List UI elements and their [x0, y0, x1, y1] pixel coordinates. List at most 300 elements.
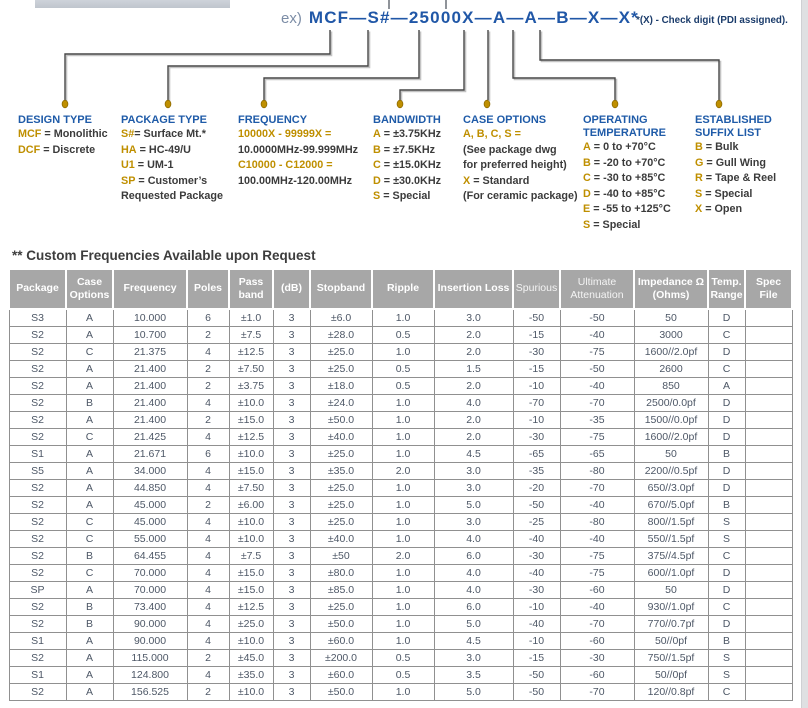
table-cell: D [708, 429, 745, 446]
table-cell: ±25.0 [310, 480, 372, 497]
table-cell: -80 [560, 514, 634, 531]
table-row [9, 667, 792, 684]
table-cell: 90.000 [113, 616, 187, 633]
table-cell: 4 [187, 531, 229, 548]
table-cell [745, 378, 792, 395]
table-cell: 4 [187, 633, 229, 650]
table-cell: D [708, 616, 745, 633]
table-cell [745, 497, 792, 514]
table-cell: 2 [187, 361, 229, 378]
table-cell: 21.400 [113, 361, 187, 378]
table-cell: C [66, 565, 113, 582]
diagram-code-line: G = Gull Wing [695, 156, 766, 169]
diagram-group-heading: CASE OPTIONS [463, 114, 547, 126]
table-cell: -40 [513, 565, 560, 582]
diagram-code-line: C = -30 to +85°C [583, 172, 666, 184]
table-cell: -40 [560, 599, 634, 616]
table-cell: 6.0 [434, 599, 513, 616]
table-cell: ±200.0 [310, 650, 372, 667]
table-cell: -15 [513, 327, 560, 344]
table-cell: 750//1.5pf [634, 650, 708, 667]
table-cell: 4.0 [434, 395, 513, 412]
table-cell: 3 [273, 582, 310, 599]
code-token: E [583, 203, 591, 215]
table-cell: A [66, 667, 113, 684]
table-cell: 3 [273, 378, 310, 395]
table-cell: 4 [187, 514, 229, 531]
table-cell [745, 667, 792, 684]
code-token: U1 [121, 159, 135, 171]
table-cell: 3.0 [434, 463, 513, 480]
diagram-group [121, 114, 223, 205]
table-row [9, 446, 792, 463]
table-cell: SP [9, 582, 66, 599]
table-row [9, 327, 792, 344]
table-cell: C [708, 599, 745, 616]
table-cell: 73.400 [113, 599, 187, 616]
table-cell [745, 480, 792, 497]
table-cell [745, 582, 792, 599]
table-cell: 3 [273, 616, 310, 633]
table-cell: ±24.0 [310, 395, 372, 412]
table-cell: S2 [9, 327, 66, 344]
table-cell: 1.0 [372, 429, 434, 446]
table-cell: A [708, 378, 745, 395]
table-cell: 10.700 [113, 327, 187, 344]
table-cell: ±50 [310, 548, 372, 565]
table-cell: S1 [9, 446, 66, 463]
table-cell: -10 [513, 378, 560, 395]
code-token: A [373, 128, 381, 140]
table-row [9, 361, 792, 378]
table-cell: 21.400 [113, 412, 187, 429]
table-cell: D [708, 395, 745, 412]
table-cell [745, 548, 792, 565]
table-cell: -65 [560, 446, 634, 463]
table-cell: 3000 [634, 327, 708, 344]
table-cell: 1.5 [434, 361, 513, 378]
table-cell: 1600//2.0pf [634, 429, 708, 446]
table-row [9, 548, 792, 565]
table-cell: 2.0 [434, 344, 513, 361]
diagram-code-line: MCF = Monolithic [18, 128, 108, 140]
table-cell: 2600 [634, 361, 708, 378]
table-cell: 6.0 [434, 548, 513, 565]
table-cell: 3 [273, 565, 310, 582]
table-cell: ±60.0 [310, 667, 372, 684]
table-cell [745, 412, 792, 429]
table-cell: C [66, 429, 113, 446]
diagram-group [238, 114, 358, 189]
table-cell: 4 [187, 429, 229, 446]
table-cell [745, 361, 792, 378]
diagram-code-line: R = Tape & Reel [695, 172, 777, 184]
table-cell: C [708, 361, 745, 378]
scrollbar-track[interactable] [801, 0, 808, 708]
table-cell: 21.400 [113, 378, 187, 395]
table-cell: -60 [560, 582, 634, 599]
part-number-code: MCF—S#—25000X—A—A—B—X—X* [308, 8, 639, 27]
table-cell: 1600//2.0pf [634, 344, 708, 361]
table-cell: S2 [9, 361, 66, 378]
table-cell [745, 633, 792, 650]
table-cell: 2 [187, 412, 229, 429]
table-cell: A [66, 327, 113, 344]
table-cell: 64.455 [113, 548, 187, 565]
connector-dot [397, 100, 403, 108]
table-cell: ±12.5 [229, 344, 273, 361]
table-cell: ±15.0 [229, 582, 273, 599]
table-cell: ±25.0 [310, 497, 372, 514]
table-row [9, 684, 792, 701]
table-cell: -35 [513, 463, 560, 480]
table-cell: ±7.50 [229, 361, 273, 378]
table-cell: ±25.0 [310, 361, 372, 378]
table-cell: -50 [560, 361, 634, 378]
table-cell: ±40.0 [310, 429, 372, 446]
column-header: Package [9, 269, 66, 309]
column-header: Case Options [66, 269, 113, 309]
code-token: C10000 - C12000 = [238, 159, 333, 171]
code-token: C [373, 159, 381, 171]
table-cell: 4 [187, 667, 229, 684]
table-cell: A [66, 633, 113, 650]
table-cell: ±80.0 [310, 565, 372, 582]
connector-dot [165, 100, 171, 108]
table-cell: 6 [187, 309, 229, 327]
table-cell: 156.525 [113, 684, 187, 701]
table-cell: 4 [187, 565, 229, 582]
connector-dot [484, 100, 490, 108]
connector-dot [716, 100, 722, 108]
example-label: ex) [281, 10, 302, 27]
diagram-code-line: SP = Customer’s [121, 174, 208, 187]
diagram-code-line: A = ±3.75KHz [373, 128, 442, 140]
table-cell: D [708, 463, 745, 480]
table-cell: A [66, 378, 113, 395]
table-cell: 90.000 [113, 633, 187, 650]
connector-dots [62, 100, 722, 108]
table-cell: 0.5 [372, 650, 434, 667]
table-cell: -30 [513, 582, 560, 599]
diagram-code-line [463, 127, 578, 143]
table-cell: ±10.0 [229, 633, 273, 650]
code-token: A [583, 141, 591, 153]
diagram-code-line: U1 = UM-1 [121, 159, 174, 171]
column-header: Poles [187, 269, 229, 309]
table-cell: 50 [634, 446, 708, 463]
diagram-group [695, 114, 776, 218]
table-cell: -60 [560, 633, 634, 650]
table-cell: S2 [9, 565, 66, 582]
table-cell: 3 [273, 344, 310, 361]
table-cell: -75 [560, 548, 634, 565]
table-cell: 4 [187, 548, 229, 565]
column-header: Spec File [745, 269, 792, 309]
table-cell: A [66, 361, 113, 378]
table-cell: S [708, 514, 745, 531]
diagram-code-line: DCF = Discrete [18, 143, 96, 156]
cropped-header-bar [35, 0, 230, 8]
spec-table [8, 268, 793, 701]
table-cell: ±50.0 [310, 412, 372, 429]
table-cell: 5.0 [434, 684, 513, 701]
table-cell: -70 [513, 395, 560, 412]
column-header: Ripple [372, 269, 434, 309]
table-cell: 3 [273, 412, 310, 429]
table-cell: 55.000 [113, 531, 187, 548]
table-cell: B [66, 599, 113, 616]
code-token: MCF [18, 128, 42, 140]
table-cell: ±25.0 [310, 514, 372, 531]
table-cell: -40 [560, 497, 634, 514]
diagram-code-line: (For ceramic package) [463, 190, 578, 202]
table-cell: 3 [273, 650, 310, 667]
diagram-code-line: X = Standard [463, 174, 530, 187]
table-cell [745, 650, 792, 667]
table-cell: 1.0 [372, 531, 434, 548]
table-cell: 3.5 [434, 667, 513, 684]
table-cell: 1.0 [372, 395, 434, 412]
table-cell: -10 [513, 599, 560, 616]
table-cell: 770//0.7pf [634, 616, 708, 633]
table-cell: S2 [9, 480, 66, 497]
table-cell: 21.400 [113, 395, 187, 412]
table-cell: 21.671 [113, 446, 187, 463]
table-cell: 50//0pf [634, 633, 708, 650]
table-cell: B [66, 548, 113, 565]
table-cell: 1.0 [372, 599, 434, 616]
diagram-code-line: X = Open [695, 203, 743, 215]
table-cell: ±10.0 [229, 531, 273, 548]
table-cell: 3.0 [434, 480, 513, 497]
diagram-group [373, 114, 441, 205]
diagram-group-heading: PACKAGE TYPE [121, 114, 207, 126]
table-cell: S2 [9, 497, 66, 514]
table-row [9, 565, 792, 582]
table-cell: -40 [513, 531, 560, 548]
table-cell: 3.0 [434, 309, 513, 327]
diagram-code-line: B = -20 to +70°C [583, 156, 666, 169]
table-cell: ±15.0 [229, 463, 273, 480]
table-cell: -75 [560, 565, 634, 582]
table-cell: 3 [273, 361, 310, 378]
table-cell: 4 [187, 599, 229, 616]
table-cell: -30 [560, 650, 634, 667]
table-cell: 10.000 [113, 309, 187, 327]
table-cell: -20 [513, 480, 560, 497]
code-token: X [695, 203, 703, 215]
diagram-code-line: E = -55 to +125°C [583, 203, 671, 215]
table-cell: 50//0pf [634, 667, 708, 684]
table-cell: 0.5 [372, 327, 434, 344]
table-cell: 70.000 [113, 582, 187, 599]
table-cell: -30 [513, 344, 560, 361]
table-cell: 4.0 [434, 582, 513, 599]
spec-table-body [9, 309, 792, 701]
table-cell: ±18.0 [310, 378, 372, 395]
column-header: Temp. Range [708, 269, 745, 309]
table-cell: 375//4.5pf [634, 548, 708, 565]
table-cell: 2.0 [372, 548, 434, 565]
diagram-group [18, 114, 108, 158]
diagram-code-line: S#= Surface Mt.* [121, 128, 206, 140]
table-cell: -70 [560, 616, 634, 633]
table-cell: 4 [187, 616, 229, 633]
table-cell: A [66, 497, 113, 514]
table-cell: -40 [560, 531, 634, 548]
table-cell: ±10.0 [229, 395, 273, 412]
header-row [9, 269, 792, 309]
table-cell: ±35.0 [229, 667, 273, 684]
connector-dot [612, 100, 618, 108]
code-token: C [583, 172, 591, 184]
table-cell: A [66, 412, 113, 429]
table-cell [745, 684, 792, 701]
table-cell: S2 [9, 531, 66, 548]
diagram-group-heading: BANDWIDTH [373, 114, 441, 126]
table-cell: 3 [273, 480, 310, 497]
code-token: S [695, 187, 703, 200]
table-cell: 1.0 [372, 582, 434, 599]
table-cell: 1.0 [372, 412, 434, 429]
table-cell: 3 [273, 327, 310, 344]
table-row [9, 633, 792, 650]
diagram-code-line: C = ±15.0KHz [373, 159, 442, 171]
table-cell: S2 [9, 684, 66, 701]
table-cell: A [66, 463, 113, 480]
diagram-group-heading: SUFFIX LIST [695, 127, 761, 139]
table-cell: S2 [9, 548, 66, 565]
table-cell [745, 565, 792, 582]
diagram-groups [0, 114, 808, 244]
table-cell: -50 [513, 667, 560, 684]
table-cell: S2 [9, 378, 66, 395]
connector-dot [261, 100, 267, 108]
code-token: S [373, 190, 381, 202]
table-cell: 1.0 [372, 684, 434, 701]
table-cell: ±15.0 [229, 565, 273, 582]
table-cell: B [708, 446, 745, 463]
table-cell: 3 [273, 633, 310, 650]
table-cell: 1.0 [372, 344, 434, 361]
table-cell: -35 [560, 412, 634, 429]
table-cell: ±40.0 [310, 531, 372, 548]
diagram-code-line: S = Special [695, 187, 753, 200]
table-cell: 1.0 [372, 514, 434, 531]
table-cell: 3 [273, 684, 310, 701]
column-header: Insertion Loss [434, 269, 513, 309]
table-cell: S2 [9, 395, 66, 412]
code-token: G [695, 156, 704, 169]
table-cell: ±6.00 [229, 497, 273, 514]
table-cell: -40 [560, 327, 634, 344]
table-cell: -70 [560, 395, 634, 412]
table-cell: 3 [273, 309, 310, 327]
table-cell: 800//1.5pf [634, 514, 708, 531]
table-cell: -70 [560, 480, 634, 497]
table-cell: 1.0 [372, 616, 434, 633]
table-cell: -60 [560, 667, 634, 684]
table-cell: 4 [187, 344, 229, 361]
table-cell: -15 [513, 361, 560, 378]
table-cell: ±15.0 [229, 412, 273, 429]
column-header: Ultimate Attenuation [560, 269, 634, 309]
table-cell: -50 [513, 684, 560, 701]
table-cell: S2 [9, 650, 66, 667]
diagram-group-heading: FREQUENCY [238, 114, 308, 126]
table-cell: 0.5 [372, 378, 434, 395]
table-cell: 4.0 [434, 565, 513, 582]
table-cell: S [708, 531, 745, 548]
table-cell: 2.0 [434, 429, 513, 446]
table-cell: S [708, 667, 745, 684]
table-cell: 4 [187, 395, 229, 412]
table-cell: 4 [187, 480, 229, 497]
table-cell [745, 395, 792, 412]
diagram-code-line: S = Special [583, 218, 641, 231]
table-cell: 2 [187, 650, 229, 667]
table-cell [745, 344, 792, 361]
table-cell: ±50.0 [310, 616, 372, 633]
table-cell: -30 [513, 429, 560, 446]
table-cell: ±7.50 [229, 480, 273, 497]
table-cell: S3 [9, 309, 66, 327]
table-cell: 850 [634, 378, 708, 395]
code-token: DCF [18, 143, 41, 156]
table-cell: C [708, 327, 745, 344]
diagram-code-line: D = ±30.0KHz [373, 174, 442, 187]
table-cell: S2 [9, 616, 66, 633]
table-cell: D [708, 309, 745, 327]
table-cell: -15 [513, 650, 560, 667]
diagram-code-line: D = -40 to +85°C [583, 187, 666, 200]
table-cell: -70 [560, 684, 634, 701]
table-cell: ±60.0 [310, 633, 372, 650]
table-cell: 21.425 [113, 429, 187, 446]
table-cell: -50 [560, 309, 634, 327]
table-cell: 4.5 [434, 633, 513, 650]
table-cell: ±7.5 [229, 548, 273, 565]
table-cell: S2 [9, 429, 66, 446]
table-cell: C [708, 684, 745, 701]
table-cell: 3 [273, 463, 310, 480]
table-cell: A [66, 446, 113, 463]
table-cell: ±10.0 [229, 684, 273, 701]
table-cell: -80 [560, 463, 634, 480]
table-cell: 3 [273, 395, 310, 412]
table-cell: S2 [9, 599, 66, 616]
table-cell: 3 [273, 599, 310, 616]
table-row [9, 412, 792, 429]
code-token: HA [121, 143, 137, 156]
table-cell: 45.000 [113, 514, 187, 531]
diagram-group [463, 114, 578, 205]
diagram-group-heading: OPERATING [583, 114, 648, 126]
table-cell: -75 [560, 429, 634, 446]
table-cell: 2.0 [434, 327, 513, 344]
table-cell: 120//0.8pf [634, 684, 708, 701]
diagram-code-line [238, 158, 358, 174]
table-cell: S2 [9, 412, 66, 429]
table-cell: A [66, 480, 113, 497]
table-row [9, 599, 792, 616]
table-cell [745, 514, 792, 531]
diagram-code-line: A = 0 to +70°C [583, 141, 656, 153]
column-header: Frequency [113, 269, 187, 309]
table-cell: ±45.0 [229, 650, 273, 667]
table-cell: 6 [187, 446, 229, 463]
